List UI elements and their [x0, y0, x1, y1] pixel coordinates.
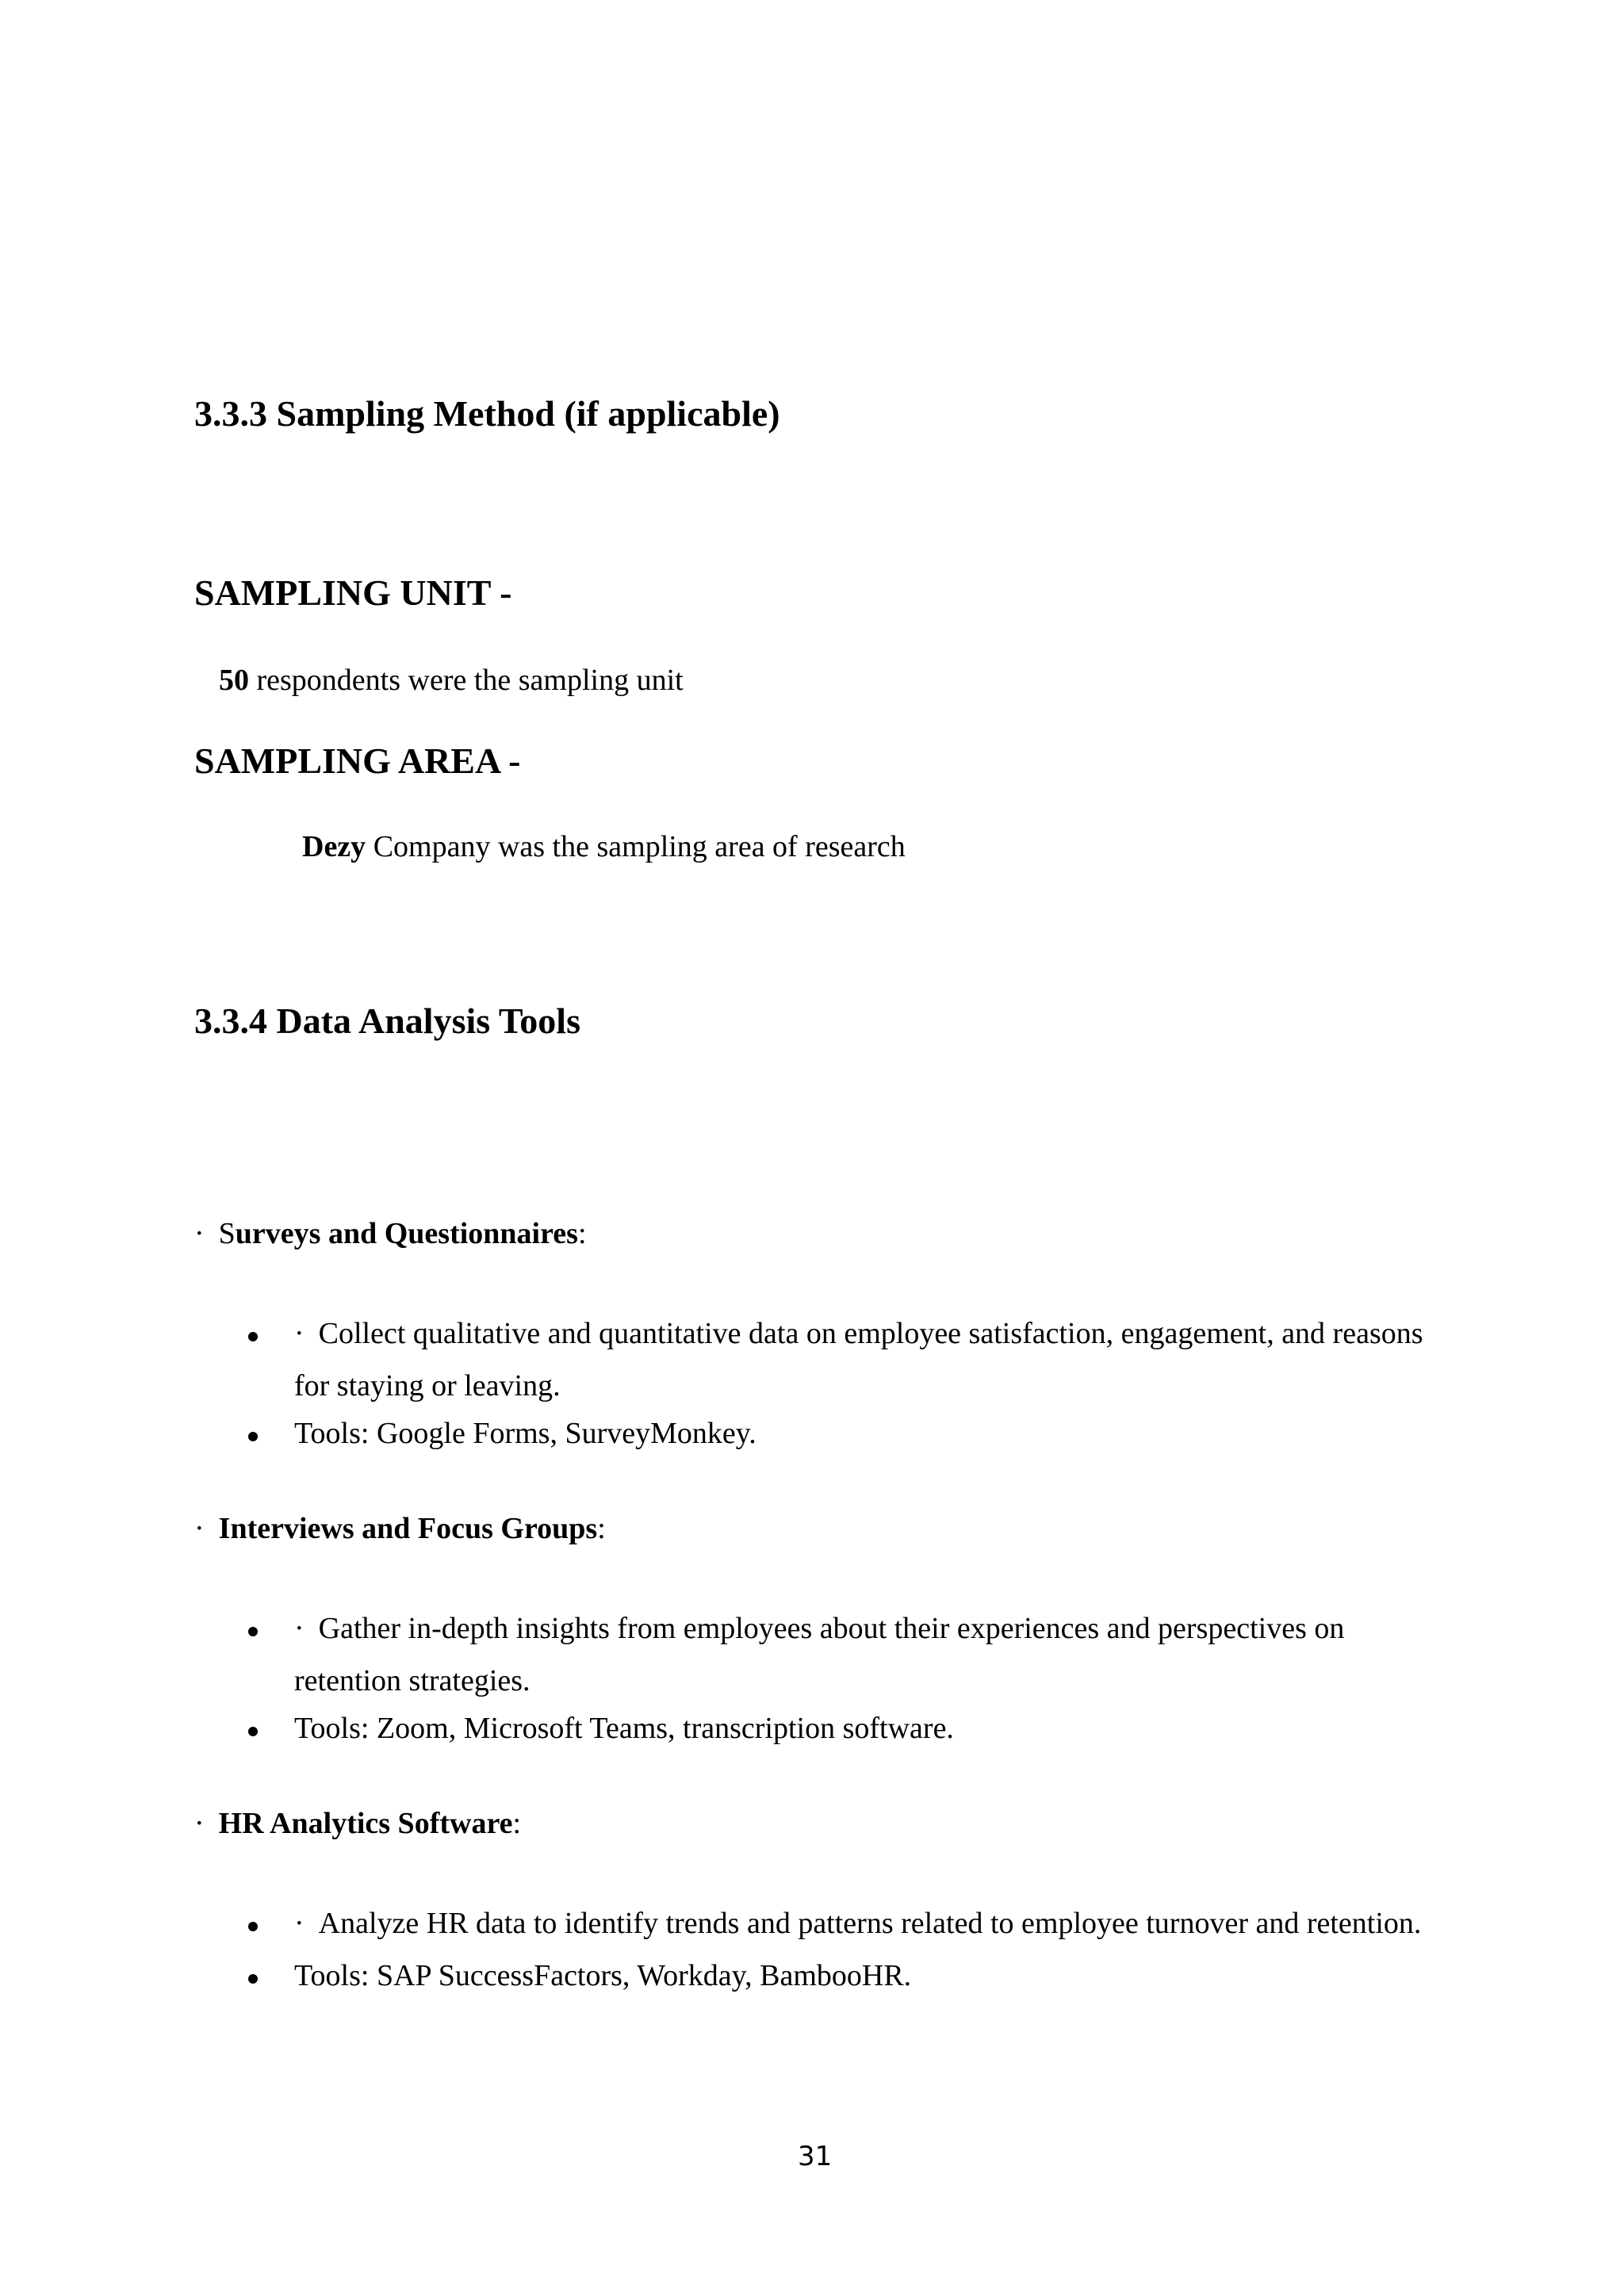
- item-line: Collect qualitative and quantitative data on employee satisfaction, engagement, and reasons: [318, 1317, 1423, 1350]
- tool-group-colon: :: [577, 1217, 587, 1250]
- list-bullet: [248, 1332, 258, 1341]
- tool-group-title: urveys and Questionnaires: [235, 1217, 578, 1250]
- tool-group-surveys-heading: [194, 1215, 587, 1253]
- tool-group-colon: :: [597, 1512, 606, 1545]
- item-line: Gather in-depth insights from employees about their experiences and perspectives on: [318, 1612, 1345, 1645]
- list-bullet: [248, 1727, 258, 1736]
- sampling-unit-heading: SAMPLING UNIT -: [194, 572, 512, 613]
- section-334-heading: 3.3.4 Data Analysis Tools: [194, 1001, 580, 1041]
- section-333-heading: 3.3.3 Sampling Method (if applicable): [194, 393, 780, 434]
- list-bullet: [248, 1627, 258, 1636]
- list-bullet: [248, 1922, 258, 1931]
- sampling-area-value: Dezy: [302, 830, 366, 863]
- list-item: [294, 1314, 1423, 1353]
- list-item: [294, 1904, 1421, 1942]
- tool-group-title: HR Analytics Software: [218, 1807, 513, 1840]
- item-line: Analyze HR data to identify trends and patterns related to employee turnover and retention.: [318, 1907, 1422, 1940]
- tool-group-interviews-heading: [194, 1510, 606, 1548]
- list-item-continuation: retention strategies.: [294, 1664, 530, 1697]
- item-marker: ·: [294, 1907, 304, 1940]
- sampling-unit-text: [219, 661, 684, 699]
- item-marker: ·: [294, 1317, 304, 1350]
- sampling-area-description: Company was the sampling area of research: [366, 830, 906, 863]
- tool-group-marker: ·: [194, 1217, 205, 1250]
- item-marker: ·: [294, 1612, 304, 1645]
- list-item: Tools: SAP SuccessFactors, Workday, BambooHR.: [294, 1959, 912, 1992]
- tool-group-colon: :: [512, 1807, 522, 1840]
- sampling-area-heading: SAMPLING AREA -: [194, 740, 521, 781]
- tool-group-marker: ·: [194, 1512, 205, 1545]
- sampling-area-text: [302, 828, 906, 866]
- list-item: [294, 1609, 1344, 1647]
- tool-group-hr-analytics-heading: [194, 1804, 521, 1843]
- sampling-unit-value: 50: [219, 664, 249, 697]
- tool-group-lead: S: [218, 1217, 236, 1250]
- list-bullet: [248, 1974, 258, 1984]
- tool-group-marker: ·: [194, 1807, 205, 1840]
- tool-group-title: Interviews and Focus Groups: [218, 1512, 598, 1545]
- list-item: Tools: Zoom, Microsoft Teams, transcription software.: [294, 1712, 954, 1745]
- list-item-continuation: for staying or leaving.: [294, 1369, 561, 1402]
- list-bullet: [248, 1432, 258, 1441]
- sampling-unit-description: respondents were the sampling unit: [249, 664, 684, 697]
- page-number: 31: [798, 2141, 833, 2172]
- list-item: Tools: Google Forms, SurveyMonkey.: [294, 1417, 756, 1450]
